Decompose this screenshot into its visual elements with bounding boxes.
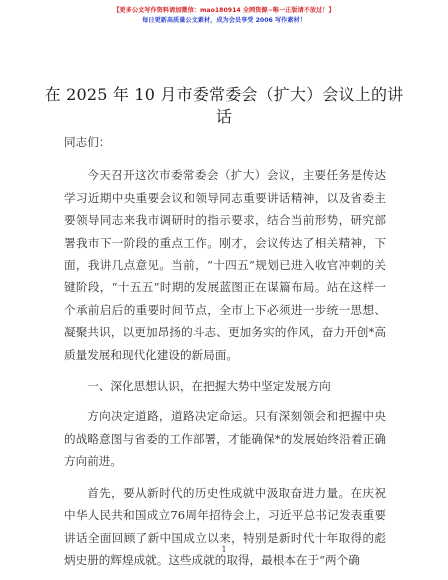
section-heading-1: 一、深化思想认识，在把握大势中坚定发展方向 — [87, 379, 331, 394]
promo-banner — [0, 6, 448, 26]
page-number: 1 — [221, 545, 227, 554]
salutation: 同志们： — [64, 135, 111, 149]
document-title: 在 2025 年 10 月市委常委会（扩大）会议上的讲话 — [44, 85, 404, 126]
promo-banner-line2: 每日更新高质量公文素材，成为会员享受 2006 写作素材！ — [142, 17, 306, 24]
promo-banner-line1: 【更多公文写作资料请加微信：mao180914 全网资源~唯一正版请不放过！】 — [113, 7, 335, 14]
section-1-paragraph-2: 首先，要从新时代的历史性成就中汲取奋进力量。在庆祝中华人民共和国成立76周年招待会上，习近平总书记发表重要讲话全面回顾了新中国成立以来，特别是新时代十年取得的彪炳史册的辉煌成就。这些成就的取得，最根本在于“两个确 — [64, 485, 386, 567]
document-body — [64, 131, 386, 580]
intro-paragraph: 今天召开这次市委常委会（扩大）会议，主要任务是传达学习近期中央重要会议和领导同志重要讲话精神，以及省委主要领导同志来我市调研时的指示要求，结合当前形势，研究部署我市下一阶段的重点工作。刚才，会议传达了相关精神，下面，我讲几点意见。当前，“十四五”规划已进入收官冲刺的关键阶段，“十五五”时期的发展蓝图正在谋篇布局。站在这样一个承前启后的重要时间节点，全市上下必须进一步统一思想、凝聚共识，以更加昂扬的斗志、更加务实的作风，奋力开创*高质量发展和现代化建设的新局面。 — [64, 168, 386, 362]
section-1-paragraph-1: 方向决定道路，道路决定命运。只有深刻领会和把握中央的战略意图与省委的工作部署，才能确保*的发展始终沿着正确方向前进。 — [64, 409, 386, 469]
